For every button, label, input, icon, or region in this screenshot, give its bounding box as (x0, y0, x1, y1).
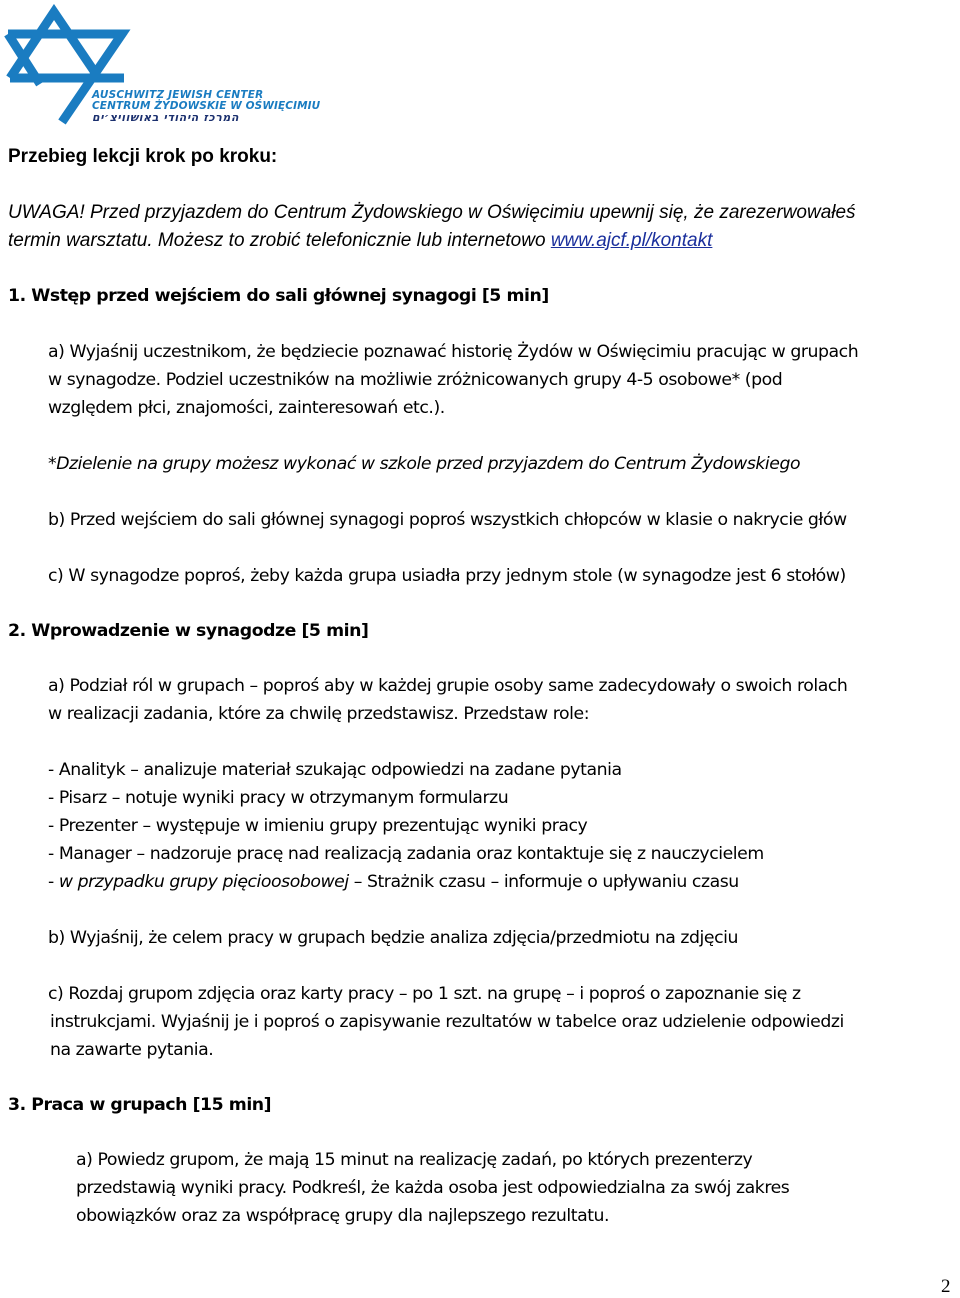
role-item (48, 872, 739, 892)
section-1-line: a) Wyjaśnij uczestnikom, że będziecie poznawać historię Żydów w Oświęcimiu pracując w grupach (48, 342, 859, 362)
role-item: - Pisarz – notuje wyniki pracy w otrzymanym formularzu (48, 788, 509, 808)
role-item: - Manager – nadzoruje pracę nad realizacją zadania oraz kontaktuje się z nauczycielem (48, 844, 764, 864)
logo-line-pl: CENTRUM ŻYDOWSKIE W OŚWIĘCIMIU (92, 100, 321, 112)
section-1-line: w synagodze. Podziel uczestników na możliwie zróżnicowanych grupy 4-5 osobowe* (pod (48, 370, 783, 390)
section-2-line: na zawarte pytania. (50, 1040, 214, 1060)
section-3-line: a) Powiedz grupom, że mają 15 minut na realizację zadań, po których prezenterzy (76, 1150, 753, 1170)
section-2-line: c) Rozdaj grupom zdjęcia oraz karty pracy – po 1 szt. na grupę – i poproś o zapoznanie się z (48, 984, 801, 1004)
section-2-title: 2. Wprowadzenie w synagodze [5 min] (8, 621, 369, 641)
section-1-line: względem płci, znajomości, zainteresowań etc.). (48, 398, 445, 418)
role-condition: w przypadku grupy pięcioosobowej (58, 872, 349, 892)
role-item: - Analityk – analizuje materiał szukając odpowiedzi na zadane pytania (48, 760, 622, 780)
section-2-line: a) Podział ról w grupach – poproś aby w każdej grupie osoby same zadecydowały o swoich rolach (48, 676, 848, 696)
role-dash: - (48, 872, 59, 892)
notice-line-2 (8, 230, 712, 252)
logo-text (92, 90, 320, 123)
page-heading: Przebieg lekcji krok po kroku: (8, 146, 278, 167)
logo (4, 4, 321, 128)
section-1-title: 1. Wstęp przed wejściem do sali głównej synagogi [5 min] (8, 286, 549, 306)
section-1-line: c) W synagodze poproś, żeby każda grupa usiadła przy jednym stole (w synagodze jest 6 stołów) (48, 566, 846, 586)
section-3-title: 3. Praca w grupach [15 min] (8, 1095, 272, 1115)
logo-line-en: AUSCHWITZ JEWISH CENTER (92, 89, 264, 101)
section-2-line: w realizacji zadania, które za chwilę przedstawisz. Przedstaw role: (48, 704, 590, 724)
section-3-line: przedstawią wyniki pracy. Podkreśl, że każda osoba jest odpowiedzialna za swój zakres (76, 1178, 790, 1198)
section-1-footnote: *Dzielenie na grupy możesz wykonać w szkole przed przyjazdem do Centrum Żydowskiego (48, 454, 801, 474)
section-1-line: b) Przed wejściem do sali głównej synagogi poproś wszystkich chłopców w klasie o nakrycie głów (48, 510, 847, 530)
role-item: - Prezenter – występuje w imieniu grupy prezentując wyniki pracy (48, 816, 588, 836)
role-description: – Strażnik czasu – informuje o upływaniu czasu (348, 872, 739, 892)
section-3-line: obowiązków oraz za współpracę grupy dla najlepszego rezultatu. (76, 1206, 610, 1226)
logo-line-he: המרכז היהודי באושוויצ׳ים (92, 111, 240, 124)
section-2-line: b) Wyjaśnij, że celem pracy w grupach będzie analiza zdjęcia/przedmiotu na zdjęciu (48, 928, 738, 948)
notice-line-1: UWAGA! Przed przyjazdem do Centrum Żydowskiego w Oświęcimiu upewnij się, że zarezerwowałeś (8, 202, 856, 223)
section-2-line: instrukcjami. Wyjaśnij je i poproś o zapisywanie rezultatów w tabelce oraz udzielenie odpowiedzi (50, 1012, 844, 1032)
contact-link[interactable]: www.ajcf.pl/kontakt (550, 230, 713, 251)
page-number: 2 (941, 1276, 951, 1297)
notice-text: termin warsztatu. Możesz to zrobić telefonicznie lub internetowo (8, 230, 551, 251)
